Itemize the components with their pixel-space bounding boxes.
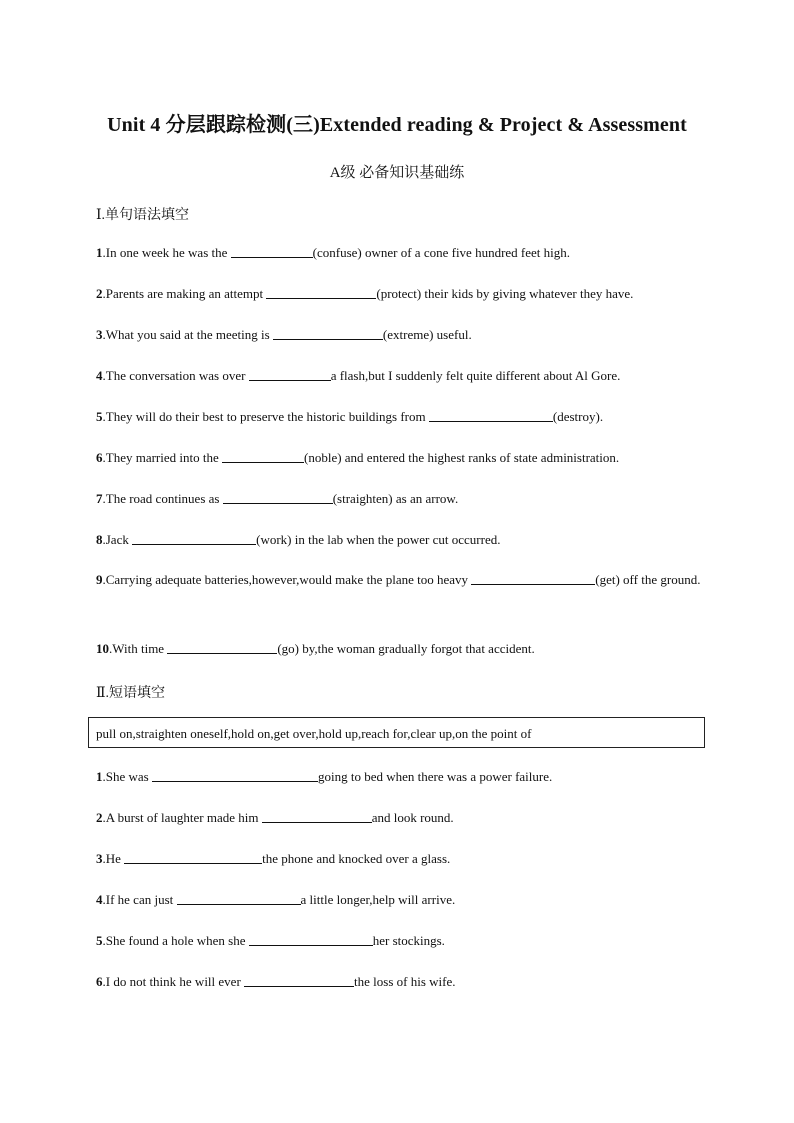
question-number: 5 — [96, 933, 103, 948]
question-item: 10.With time (go) by,the woman gradually forgot that accident. — [96, 641, 535, 656]
answer-blank[interactable] — [132, 530, 256, 545]
question-text-before: The conversation was over — [105, 368, 249, 383]
question-item: 1.She was going to bed when there was a power failure. — [96, 769, 553, 784]
answer-blank[interactable] — [249, 366, 331, 381]
question-text-before: A burst of laughter made him — [105, 810, 262, 825]
answer-blank[interactable] — [152, 767, 318, 782]
question-text-after: (straighten) as an arrow. — [332, 491, 459, 506]
question-item: 8.Jack (work) in the lab when the power cut occurred. — [96, 532, 501, 547]
question-text-after: (destroy). — [552, 409, 604, 424]
question-text-before: Jack — [105, 532, 133, 547]
answer-blank[interactable] — [222, 448, 304, 463]
answer-blank[interactable] — [249, 931, 373, 946]
answer-blank[interactable] — [266, 284, 376, 299]
question-number: 6 — [96, 974, 103, 989]
question-number: 4 — [96, 368, 103, 383]
question-number: 2 — [96, 286, 103, 301]
question-text-before: If he can just — [105, 892, 177, 907]
question-number: 7 — [96, 491, 103, 506]
question-text-after: (go) by,the woman gradually forgot that accident. — [277, 641, 535, 656]
question-text-after: (confuse) owner of a cone five hundred feet high. — [312, 245, 571, 260]
answer-blank[interactable] — [244, 972, 354, 987]
question-text-after: and look round. — [371, 810, 454, 825]
question-text-after: (protect) their kids by giving whatever they have. — [376, 286, 634, 301]
question-text-after: a little longer,help will arrive. — [300, 892, 456, 907]
answer-blank[interactable] — [262, 808, 372, 823]
answer-blank[interactable] — [471, 570, 595, 585]
section-heading-phrases: Ⅱ.短语填空 — [96, 686, 166, 701]
question-item: 3.He the phone and knocked over a glass. — [96, 851, 451, 866]
question-text-after: a flash,but I suddenly felt quite different about Al Gore. — [330, 368, 621, 383]
question-number: 3 — [96, 851, 103, 866]
word-bank-box: pull on,straighten oneself,hold on,get over,hold up,reach for,clear up,on the point of — [88, 717, 705, 748]
answer-blank[interactable] — [177, 890, 301, 905]
question-number: 1 — [96, 769, 103, 784]
question-text-after: (get) off the ground. — [595, 572, 701, 587]
question-text-after: the loss of his wife. — [354, 974, 456, 989]
question-number: 4 — [96, 892, 103, 907]
question-item: 5.She found a hole when she her stockings. — [96, 933, 445, 948]
answer-blank[interactable] — [223, 489, 333, 504]
answer-blank[interactable] — [429, 407, 553, 422]
question-text-after: (extreme) useful. — [382, 327, 472, 342]
question-number: 8 — [96, 532, 103, 547]
question-text-after: her stockings. — [372, 933, 445, 948]
question-text-before: With time — [112, 641, 168, 656]
question-item: 4.The conversation was over a flash,but I suddenly felt quite different about Al Gore. — [96, 368, 621, 383]
question-text-before: What you said at the meeting is — [105, 327, 273, 342]
question-item: 1.In one week he was the (confuse) owner of a cone five hundred feet high. — [96, 245, 571, 260]
question-item: 6.I do not think he will ever the loss of his wife. — [96, 974, 456, 989]
question-number: 1 — [96, 245, 103, 260]
question-item: 4.If he can just a little longer,help will arrive. — [96, 892, 456, 907]
question-item: 7.The road continues as (straighten) as an arrow. — [96, 491, 459, 506]
question-text-before: Parents are making an attempt — [105, 286, 267, 301]
question-text-before: I do not think he will ever — [105, 974, 245, 989]
question-item: 2.Parents are making an attempt (protect) their kids by giving whatever they have. — [96, 286, 634, 301]
question-number: 2 — [96, 810, 103, 825]
question-item: 2.A burst of laughter made him and look round. — [96, 810, 454, 825]
question-text-before: Carrying adequate batteries,however,would make the plane too heavy — [105, 572, 472, 587]
question-item: 3.What you said at the meeting is (extreme) useful. — [96, 327, 472, 342]
question-text-before: He — [105, 851, 125, 866]
question-text-before: She was — [105, 769, 152, 784]
question-number: 9 — [96, 572, 103, 587]
question-text-after: going to bed when there was a power failure. — [317, 769, 553, 784]
page-title: Unit 4 分层跟踪检测(三)Extended reading & Project & Assessment — [107, 114, 687, 136]
page-subtitle: A级 必备知识基础练 — [329, 165, 465, 181]
question-text-before: In one week he was the — [105, 245, 231, 260]
question-number: 10 — [96, 641, 109, 656]
question-number: 5 — [96, 409, 103, 424]
answer-blank[interactable] — [167, 639, 277, 654]
answer-blank[interactable] — [124, 849, 262, 864]
question-text-before: She found a hole when she — [105, 933, 249, 948]
question-text-after: (work) in the lab when the power cut occurred. — [256, 532, 501, 547]
question-item: 5.They will do their best to preserve the historic buildings from (destroy). — [96, 409, 604, 424]
answer-blank[interactable] — [273, 325, 383, 340]
answer-blank[interactable] — [231, 243, 313, 258]
question-text-after: the phone and knocked over a glass. — [262, 851, 451, 866]
question-item: 9.Carrying adequate batteries,however,would make the plane too heavy (get) off the ground. — [96, 572, 701, 587]
question-number: 3 — [96, 327, 103, 342]
question-number: 6 — [96, 450, 103, 465]
question-text-before: They married into the — [105, 450, 222, 465]
section-heading-grammar: Ⅰ.单句语法填空 — [96, 208, 190, 223]
question-text-before: The road continues as — [105, 491, 223, 506]
question-text-after: (noble) and entered the highest ranks of state administration. — [304, 450, 620, 465]
question-item: 6.They married into the (noble) and entered the highest ranks of state administration. — [96, 450, 620, 465]
question-text-before: They will do their best to preserve the historic buildings from — [105, 409, 429, 424]
